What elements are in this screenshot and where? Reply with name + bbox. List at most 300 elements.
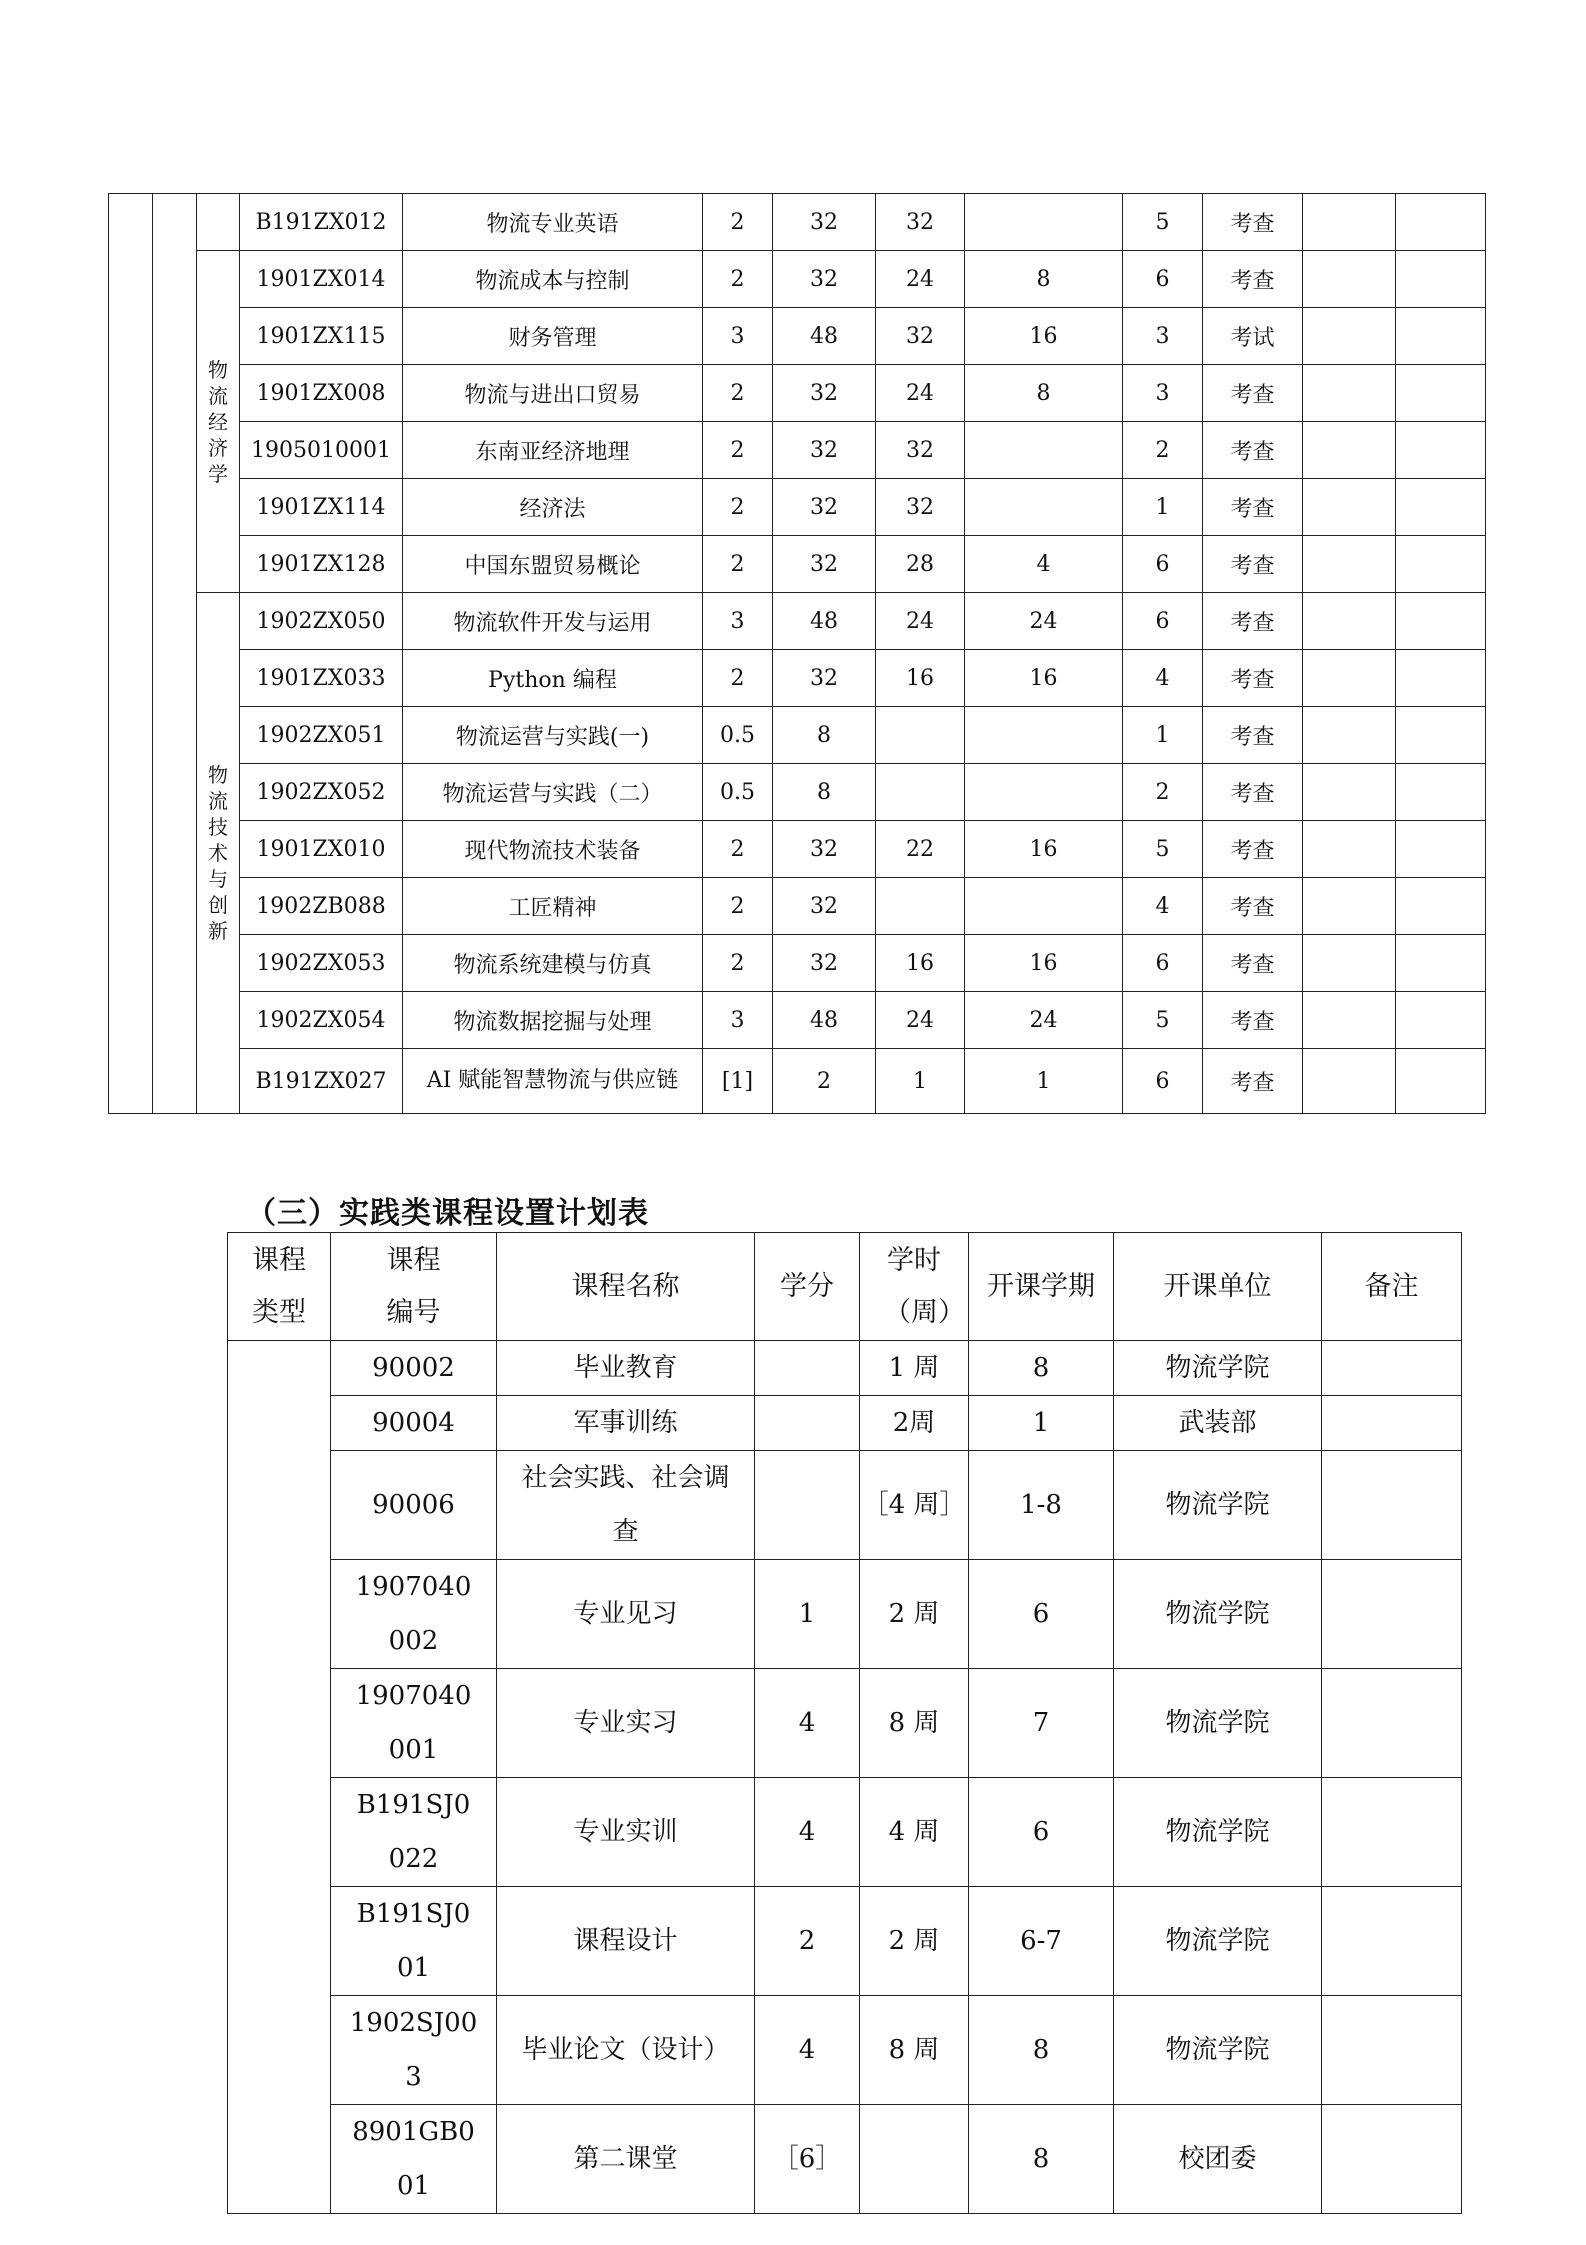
header-course-name: 课程名称 — [497, 1233, 755, 1341]
group-label-text: 物流经济学 — [208, 357, 228, 486]
course-name-text: 专业见习 — [573, 1599, 678, 1629]
department-text: 校团委 — [1178, 2144, 1257, 2174]
credits: 2 — [703, 251, 773, 308]
hours-weeks — [860, 1669, 969, 1778]
lecture-hours: 32 — [876, 308, 965, 365]
course-name: 物流专业英语 — [403, 194, 703, 251]
course-name — [497, 1451, 755, 1560]
course-code-text: 8901GB001 — [352, 2117, 475, 2201]
credits — [755, 1669, 860, 1778]
semester — [969, 1778, 1114, 1887]
blank-cell — [1303, 992, 1396, 1049]
hours-weeks-text: 2 周 — [888, 1926, 940, 1956]
course-name — [497, 1778, 755, 1887]
credits: 2 — [703, 479, 773, 536]
header-remarks: 备注 — [1322, 1233, 1462, 1341]
semester: 4 — [1123, 878, 1203, 935]
blank-cell — [1303, 878, 1396, 935]
table-row — [228, 1560, 1462, 1669]
credits: [1] — [703, 1049, 773, 1114]
table-row — [228, 1778, 1462, 1887]
credits: 3 — [703, 593, 773, 650]
credits: 2 — [703, 821, 773, 878]
blank-cell — [1396, 479, 1486, 536]
table-row — [109, 992, 1486, 1049]
blank-cell — [1303, 536, 1396, 593]
lecture-hours — [876, 878, 965, 935]
course-code — [331, 1396, 497, 1451]
credits-text: 2 — [798, 1926, 816, 1956]
course-name: Python 编程 — [403, 650, 703, 707]
course-code: B191ZX012 — [240, 194, 403, 251]
table-row — [109, 650, 1486, 707]
hours-weeks-text: ［4 周］ — [862, 1490, 966, 1520]
practice-hours: 1 — [965, 1049, 1123, 1114]
department-text: 物流学院 — [1165, 2035, 1270, 2065]
course-code-text: 1902SJ003 — [349, 2008, 478, 2092]
blank-cell — [1303, 650, 1396, 707]
category-cell — [109, 194, 153, 1114]
semester-text: 1-8 — [1020, 1490, 1062, 1520]
department-text: 武装部 — [1178, 1408, 1257, 1438]
assessment: 考查 — [1203, 1049, 1303, 1114]
course-code: 1902ZX051 — [240, 707, 403, 764]
table-row — [109, 479, 1486, 536]
lecture-hours: 28 — [876, 536, 965, 593]
practice-hours — [965, 194, 1123, 251]
course-name-text: 社会实践、社会调查 — [521, 1463, 730, 1547]
remarks — [1322, 1560, 1462, 1669]
practice-course-table — [227, 1232, 1462, 2214]
course-name: 财务管理 — [403, 308, 703, 365]
header-credits: 学分 — [755, 1233, 860, 1341]
remarks — [1322, 1451, 1462, 1560]
semester: 6 — [1123, 251, 1203, 308]
header-department: 开课单位 — [1114, 1233, 1322, 1341]
course-name — [497, 1396, 755, 1451]
hours-weeks — [860, 1778, 969, 1887]
hours-weeks — [860, 1451, 969, 1560]
semester: 3 — [1123, 365, 1203, 422]
lecture-hours: 1 — [876, 1049, 965, 1114]
course-code: 1901ZX033 — [240, 650, 403, 707]
blank-cell — [1396, 1049, 1486, 1114]
department — [1114, 1669, 1322, 1778]
course-name-text: 毕业教育 — [573, 1353, 678, 1383]
total-hours: 2 — [773, 1049, 876, 1114]
assessment: 考查 — [1203, 821, 1303, 878]
blank-cell — [1396, 707, 1486, 764]
course-code — [331, 2105, 497, 2214]
assessment: 考查 — [1203, 764, 1303, 821]
department-text: 物流学院 — [1165, 1708, 1270, 1738]
assessment: 考查 — [1203, 422, 1303, 479]
course-name: 经济法 — [403, 479, 703, 536]
assessment: 考查 — [1203, 194, 1303, 251]
assessment: 考查 — [1203, 479, 1303, 536]
course-name: AI 赋能智慧物流与供应链 — [403, 1049, 703, 1114]
course-code-text: 90002 — [372, 1353, 455, 1383]
credits — [755, 1396, 860, 1451]
blank-cell — [1396, 935, 1486, 992]
credits — [755, 1887, 860, 1996]
course-code: 1901ZX014 — [240, 251, 403, 308]
department — [1114, 1396, 1322, 1451]
course-name: 工匠精神 — [403, 878, 703, 935]
hours-weeks — [860, 1341, 969, 1396]
total-hours: 32 — [773, 194, 876, 251]
remarks — [1322, 1996, 1462, 2105]
blank-cell — [1396, 536, 1486, 593]
semester-text: 6-7 — [1020, 1926, 1062, 1956]
header-course-code: 课程编号 — [331, 1233, 497, 1341]
hours-weeks — [860, 2105, 969, 2214]
category-cell — [153, 194, 197, 1114]
credits-text: ［6］ — [772, 2144, 842, 2174]
practice-hours: 24 — [965, 992, 1123, 1049]
course-name: 物流与进出口贸易 — [403, 365, 703, 422]
course-code: 1901ZX115 — [240, 308, 403, 365]
blank-cell — [1303, 308, 1396, 365]
table-row — [228, 2105, 1462, 2214]
table-row — [228, 1887, 1462, 1996]
practice-hours: 16 — [965, 308, 1123, 365]
assessment: 考试 — [1203, 308, 1303, 365]
department — [1114, 1341, 1322, 1396]
credits: 2 — [703, 650, 773, 707]
table-row — [109, 194, 1486, 251]
blank-cell — [1396, 821, 1486, 878]
table-row — [109, 251, 1486, 308]
credits — [755, 1560, 860, 1669]
department — [1114, 1778, 1322, 1887]
lecture-hours: 16 — [876, 935, 965, 992]
course-code — [331, 1560, 497, 1669]
hours-weeks — [860, 1560, 969, 1669]
assessment: 考查 — [1203, 878, 1303, 935]
table-row — [228, 1341, 1462, 1396]
header-semester: 开课学期 — [969, 1233, 1114, 1341]
credits: 3 — [703, 308, 773, 365]
hours-weeks-text: 8 周 — [888, 2035, 940, 2065]
credits: 2 — [703, 422, 773, 479]
course-code-text: 1907040001 — [355, 1681, 472, 1765]
semester-text: 6 — [1032, 1817, 1050, 1847]
total-hours: 32 — [773, 878, 876, 935]
total-hours: 32 — [773, 479, 876, 536]
table-row — [109, 536, 1486, 593]
department-text: 物流学院 — [1165, 1817, 1270, 1847]
table-row — [109, 1049, 1486, 1114]
lecture-hours: 16 — [876, 650, 965, 707]
course-code-text: B191SJ001 — [356, 1899, 471, 1983]
course-name: 东南亚经济地理 — [403, 422, 703, 479]
course-name — [497, 1560, 755, 1669]
semester — [969, 1560, 1114, 1669]
credits — [755, 1451, 860, 1560]
semester: 6 — [1123, 536, 1203, 593]
semester: 4 — [1123, 650, 1203, 707]
practice-hours — [965, 707, 1123, 764]
table-row — [109, 422, 1486, 479]
assessment: 考查 — [1203, 536, 1303, 593]
practice-hours: 16 — [965, 821, 1123, 878]
lecture-hours — [876, 764, 965, 821]
semester — [969, 2105, 1114, 2214]
blank-cell — [1303, 194, 1396, 251]
practice-hours: 8 — [965, 365, 1123, 422]
blank-cell — [1396, 764, 1486, 821]
course-code-text: 90006 — [372, 1490, 455, 1520]
hours-weeks-text: 1 周 — [888, 1353, 940, 1383]
course-name: 中国东盟贸易概论 — [403, 536, 703, 593]
practice-hours: 8 — [965, 251, 1123, 308]
course-code: B191ZX027 — [240, 1049, 403, 1114]
total-hours: 48 — [773, 593, 876, 650]
practice-hours — [965, 479, 1123, 536]
credits — [755, 2105, 860, 2214]
semester: 5 — [1123, 821, 1203, 878]
semester-text: 8 — [1032, 2144, 1050, 2174]
course-name — [497, 1669, 755, 1778]
semester: 5 — [1123, 194, 1203, 251]
course-code — [331, 1996, 497, 2105]
credits: 2 — [703, 935, 773, 992]
total-hours: 8 — [773, 707, 876, 764]
course-name: 物流成本与控制 — [403, 251, 703, 308]
course-code — [331, 1669, 497, 1778]
remarks — [1322, 1396, 1462, 1451]
blank-cell — [1303, 1049, 1396, 1114]
total-hours: 32 — [773, 935, 876, 992]
lecture-hours: 24 — [876, 365, 965, 422]
total-hours: 32 — [773, 536, 876, 593]
semester-text: 8 — [1032, 2035, 1050, 2065]
blank-cell — [1303, 935, 1396, 992]
blank-cell — [1303, 593, 1396, 650]
course-name-text: 军事训练 — [573, 1408, 678, 1438]
blank-cell — [1303, 422, 1396, 479]
lecture-hours — [876, 707, 965, 764]
course-code-text: B191SJ0022 — [356, 1790, 471, 1874]
blank-cell — [1396, 365, 1486, 422]
practice-hours: 24 — [965, 593, 1123, 650]
blank-cell — [1396, 422, 1486, 479]
lecture-hours: 32 — [876, 479, 965, 536]
practice-hours: 16 — [965, 935, 1123, 992]
blank-cell — [1396, 992, 1486, 1049]
course-name-text: 课程设计 — [573, 1926, 678, 1956]
semester: 1 — [1123, 707, 1203, 764]
semester — [969, 1451, 1114, 1560]
header-course-type: 课程类型 — [228, 1233, 331, 1341]
blank-cell — [1303, 479, 1396, 536]
assessment: 考查 — [1203, 707, 1303, 764]
semester: 5 — [1123, 992, 1203, 1049]
semester: 2 — [1123, 764, 1203, 821]
total-hours: 32 — [773, 650, 876, 707]
credits-text: 4 — [798, 1817, 816, 1847]
table-row — [228, 1396, 1462, 1451]
course-name: 物流运营与实践(一) — [403, 707, 703, 764]
course-code-text: 90004 — [372, 1408, 455, 1438]
lecture-hours: 22 — [876, 821, 965, 878]
table-row — [109, 308, 1486, 365]
hours-weeks-text: 4 周 — [888, 1817, 940, 1847]
course-name: 物流数据挖掘与处理 — [403, 992, 703, 1049]
semester: 1 — [1123, 479, 1203, 536]
hours-weeks — [860, 1887, 969, 1996]
assessment: 考查 — [1203, 992, 1303, 1049]
course-name: 物流运营与实践（二） — [403, 764, 703, 821]
course-code: 1902ZX054 — [240, 992, 403, 1049]
semester: 3 — [1123, 308, 1203, 365]
blank-cell — [1303, 821, 1396, 878]
department-text: 物流学院 — [1165, 1490, 1270, 1520]
course-table-continued — [108, 193, 1486, 1114]
credits-text: 1 — [798, 1599, 816, 1629]
department — [1114, 1887, 1322, 1996]
remarks — [1322, 1778, 1462, 1887]
course-code: 1905010001 — [240, 422, 403, 479]
credits: 3 — [703, 992, 773, 1049]
blank-cell — [1396, 251, 1486, 308]
credits — [755, 1341, 860, 1396]
group-label-text: 物流技术与创新 — [208, 763, 228, 943]
total-hours: 48 — [773, 992, 876, 1049]
blank-cell — [1303, 251, 1396, 308]
table-row — [228, 1669, 1462, 1778]
total-hours: 32 — [773, 251, 876, 308]
hours-weeks — [860, 1996, 969, 2105]
header-row — [228, 1233, 1462, 1341]
course-code — [331, 1887, 497, 1996]
semester-text: 8 — [1032, 1353, 1050, 1383]
credits: 0.5 — [703, 707, 773, 764]
lecture-hours: 32 — [876, 194, 965, 251]
lecture-hours: 24 — [876, 593, 965, 650]
total-hours: 32 — [773, 422, 876, 479]
course-code: 1901ZX008 — [240, 365, 403, 422]
course-code — [331, 1778, 497, 1887]
course-name-text: 毕业论文（设计） — [521, 2035, 730, 2065]
credits: 2 — [703, 365, 773, 422]
course-code: 1902ZX052 — [240, 764, 403, 821]
hours-weeks-text: 2 周 — [888, 1599, 940, 1629]
course-code: 1901ZX010 — [240, 821, 403, 878]
lecture-hours: 24 — [876, 992, 965, 1049]
assessment: 考查 — [1203, 650, 1303, 707]
department-text: 物流学院 — [1165, 1926, 1270, 1956]
department-text: 物流学院 — [1165, 1353, 1270, 1383]
semester-text: 6 — [1032, 1599, 1050, 1629]
practice-hours — [965, 878, 1123, 935]
credits: 0.5 — [703, 764, 773, 821]
semester-text: 1 — [1032, 1408, 1050, 1438]
lecture-hours: 24 — [876, 251, 965, 308]
course-name — [497, 1887, 755, 1996]
remarks — [1322, 2105, 1462, 2214]
course-name-text: 专业实习 — [573, 1708, 678, 1738]
semester: 2 — [1123, 422, 1203, 479]
department-text: 物流学院 — [1165, 1599, 1270, 1629]
semester — [969, 1887, 1114, 1996]
table-row — [228, 1451, 1462, 1560]
lecture-hours: 32 — [876, 422, 965, 479]
hours-weeks — [860, 1396, 969, 1451]
blank-cell — [1396, 194, 1486, 251]
semester: 6 — [1123, 593, 1203, 650]
section-title: （三）实践类课程设置计划表 — [246, 1196, 649, 1231]
semester-text: 7 — [1032, 1708, 1050, 1738]
remarks — [1322, 1887, 1462, 1996]
credits — [755, 1996, 860, 2105]
department — [1114, 1451, 1322, 1560]
total-hours: 48 — [773, 308, 876, 365]
table-row — [109, 365, 1486, 422]
semester — [969, 1341, 1114, 1396]
course-name: 物流软件开发与运用 — [403, 593, 703, 650]
course-code: 1901ZX128 — [240, 536, 403, 593]
assessment: 考查 — [1203, 251, 1303, 308]
assessment: 考查 — [1203, 365, 1303, 422]
course-code: 1901ZX114 — [240, 479, 403, 536]
table-row — [109, 821, 1486, 878]
course-name — [497, 2105, 755, 2214]
semester — [969, 1669, 1114, 1778]
practice-hours — [965, 764, 1123, 821]
course-name-text: 第二课堂 — [573, 2144, 678, 2174]
department — [1114, 2105, 1322, 2214]
credits — [755, 1778, 860, 1887]
course-code-text: 1907040002 — [355, 1572, 472, 1656]
total-hours: 8 — [773, 764, 876, 821]
credits: 2 — [703, 878, 773, 935]
department — [1114, 1560, 1322, 1669]
credits: 2 — [703, 194, 773, 251]
course-name: 物流系统建模与仿真 — [403, 935, 703, 992]
blank-cell — [1396, 650, 1486, 707]
blank-cell — [1396, 308, 1486, 365]
group-label — [197, 251, 240, 593]
total-hours: 32 — [773, 821, 876, 878]
practice-hours: 16 — [965, 650, 1123, 707]
blank-cell — [1303, 707, 1396, 764]
table-row — [109, 764, 1486, 821]
table-row — [109, 935, 1486, 992]
course-type-cell — [228, 1341, 331, 2214]
blank-cell — [1303, 764, 1396, 821]
semester: 6 — [1123, 935, 1203, 992]
course-code: 1902ZB088 — [240, 878, 403, 935]
practice-hours: 4 — [965, 536, 1123, 593]
course-name — [497, 1341, 755, 1396]
course-code: 1902ZX050 — [240, 593, 403, 650]
course-code: 1902ZX053 — [240, 935, 403, 992]
course-name — [497, 1996, 755, 2105]
table-row — [109, 593, 1486, 650]
semester: 6 — [1123, 1049, 1203, 1114]
credits: 2 — [703, 536, 773, 593]
table-row — [109, 707, 1486, 764]
table-row — [109, 878, 1486, 935]
table-row — [228, 1996, 1462, 2105]
group-label — [197, 593, 240, 1114]
remarks — [1322, 1669, 1462, 1778]
course-name: 现代物流技术装备 — [403, 821, 703, 878]
blank-cell — [1396, 593, 1486, 650]
assessment: 考查 — [1203, 935, 1303, 992]
